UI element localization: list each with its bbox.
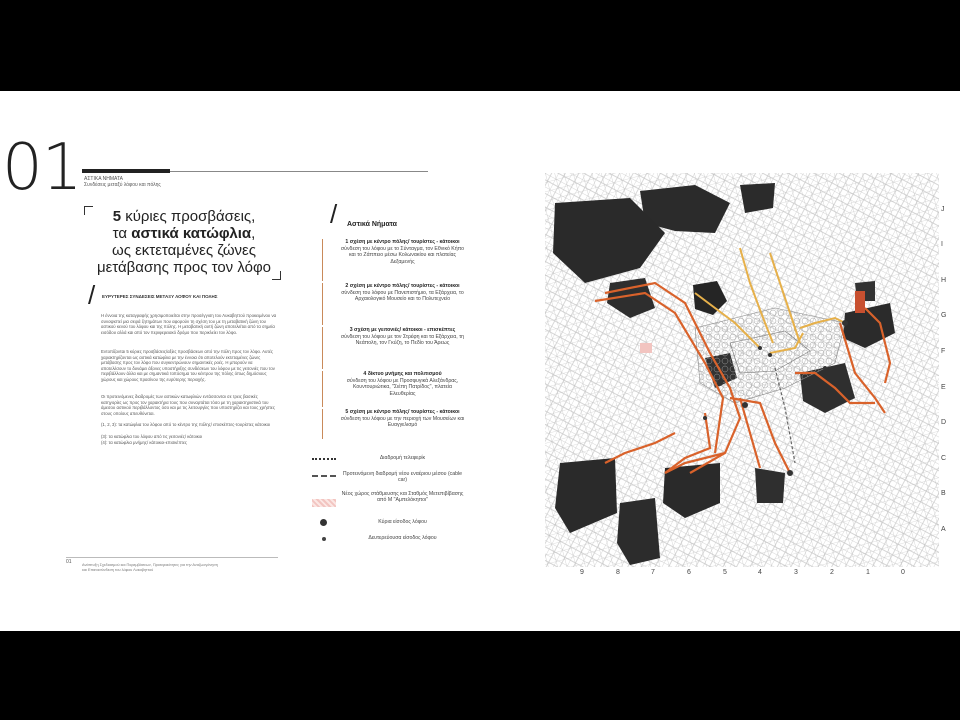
legend-item-2-title: 2 σχέση με κέντρο πόλης/ τουρίστες - κάτοικοι: [345, 283, 460, 289]
footer-page: 01: [66, 559, 72, 565]
subheading: ΕΥΡΥΤΕΡΕΣ ΣΥΝΔΕΣΕΙΣ ΜΕΤΑΞΥ ΛΟΦΟΥ ΚΑΙ ΠΟΛΗΣ: [102, 294, 218, 299]
paragraph-5: (3): τα κατώφλια του λόφου από τις γειτονιές/ κάτοικοι: [101, 434, 203, 439]
section-label-subtitle: Συνδέσεις μεταξύ λόφου και πόλης: [84, 182, 161, 188]
grid-row-label: D: [941, 419, 947, 426]
legend-line-2: [322, 283, 323, 325]
legend-item-1-text: σύνδεση του λόφου με το Σύνταγμα, τον Εθνικό Κήπο και το Ζάππειο μέσω Κολωνακίου και πλατείας Δεξαμενής: [340, 245, 465, 265]
grid-col-label: 0: [901, 569, 905, 576]
grid-col-label: 5: [723, 569, 727, 576]
legend-item-3-text: σύνδεση του λόφου με τον Στρέφη και τα Εξάρχεια, τη Νεάπολη, τον Γκύζη, το Πεδίο του Άρεως: [340, 333, 465, 347]
key-parking: [312, 499, 336, 507]
heading-line2-bold: αστικά κατώφλια: [131, 225, 252, 242]
paragraph-2: Εντοπίζονται 5 κύριες προσβάσεις/αξίες προσβάσεων από την πόλη προς τον λόφο. Αυτές χαρακτηρίζονται ως αστικά κατώφλια με την έννοια ότι αποτελούν εκτεταμένες ζώνες μετάβασης προς τον λόφο που συγκεντρώνουν σημαντικές ροές. Η μπορούν να αποτελέσουν το δυνάμει άξονες υποστήριξης συνδέσεων του λόφου με τις γειτονιές που τον περιβάλλουν άλλα και με σημαντικά τοπόσημα του κέντρου της πόλης όπως δημόσιους χώρους και χώρους πρασίνου της ευρύτερης περιοχής.: [101, 349, 275, 382]
legend-item-4: [340, 371, 465, 397]
paragraph-1: Η έννοια της καταγραφής χρησιμοποιείται στην προσέγγιση του Λυκαβηττού προκειμένου να συνοψιστεί μια σειρά ζητημάτων που αφορούν τη σχέση του με τη μεταβατική ζώνη του αστικού κενού του λόφου και της πόλης. Η μεταβατική αυτή ζώνη αποτελείται από τα σημεία εισόδου αλλά και από τον περιφερειακό δρόμο που περικλείει τον λόφο.: [101, 313, 277, 335]
grid-row-label: J: [941, 206, 945, 213]
section-label: [84, 176, 161, 188]
grid-col-label: 7: [651, 569, 655, 576]
grid-row-label: F: [941, 348, 946, 355]
grid-row-label: A: [941, 526, 946, 533]
key-cable-route-label: Διαδρομή τελεφερίκ: [379, 455, 426, 461]
footer-caption: Ανάπτυξη Σχεδιασμού και Παρεμβάσεων, Προτεραιότητες για την Αναζωογόνηση και Επανασύνδεση του λόφου Λυκαβηττού: [82, 563, 218, 572]
legend-item-4-text: σύνδεση του λόφου με Προσφυγικά Αλεξάνδρας, Κουντουριώτικα, "Σιέπη Πατρίδος", πλατεία Ελευθερίας: [346, 377, 459, 397]
legend-slash: /: [330, 199, 338, 229]
paragraph-6: (4): τα κατώφλια μνήμης/ κάτοικοι-επισκέπτες: [101, 440, 187, 445]
section-label-title: ΑΣΤΙΚΑ ΝΗΜΑΤΑ: [84, 176, 124, 182]
grid-col-label: 4: [758, 569, 762, 576]
legend-line-3: [322, 327, 323, 369]
key-cable-car-label: Προτεινόμενη διαδρομή νέου εναέριου μέσου (cable car): [342, 471, 463, 484]
grid-col-label: 6: [687, 569, 691, 576]
key-main-entrance-label: Κύρια είσοδος λόφου: [378, 519, 427, 525]
paragraph-4: (1, 2, 3): τα κατώφλια του λόφου από το κέντρο της πόλης/ επισκέπτες-τουρίστες κάτοικοι: [101, 422, 271, 427]
secondary-entrance-icon: [322, 537, 326, 541]
legend-item-1-title: 1 σχέση με κέντρο πόλης/ τουρίστες - κάτοικοι: [345, 239, 460, 245]
main-entrance-icon: [320, 519, 327, 526]
key-secondary-entrance-label: Δευτερεύουσα είσοδος λόφου: [368, 535, 437, 541]
grid-col-label: 8: [616, 569, 620, 576]
heading-line1: κύριες προσβάσεις,: [121, 208, 256, 225]
legend-item-2: [340, 283, 465, 303]
document-sheet: [0, 91, 960, 631]
legend-title: Αστικά Νήματα: [347, 221, 397, 228]
key-parking-label: Νέος χώρος στάθμευσης και Σταθμός Μετεπιβίβασης από M "Αμπελόκηποι": [341, 491, 464, 504]
paragraph-3: Οι προτεινόμενες διαδρομές των αστικών κατωφλιών εντάσσονται σε τρεις βασικές κατηγορίες ως προς τον χαρακτήρα τους που συναρτάται τόσο με τη χαρακτηριστικά του άμεσου αστικού περιβάλλοντος όσο και με τις λειτουργίες που υποστηρίζει και τους χρήστες στους οποίους απευθύνεται.: [101, 394, 275, 416]
grid-row-label: G: [941, 312, 947, 319]
map-svg: [545, 173, 939, 567]
heading-line2-post: ,: [251, 225, 256, 242]
main-heading: [84, 208, 284, 276]
key-cable-route: [312, 458, 336, 460]
header-rule: [170, 171, 428, 172]
grid-col-label: 1: [866, 569, 870, 576]
key-cable-car: [312, 475, 336, 477]
grid-col-label: 9: [580, 569, 584, 576]
grid-row-label: E: [941, 384, 946, 391]
parking-area: [640, 343, 652, 353]
grid-row-label: B: [941, 490, 946, 497]
grid-row-label: I: [941, 241, 943, 248]
slash-mark: /: [88, 280, 96, 310]
legend-item-2-text: σύνδεση του λόφου με Πανεπιστήμιο, τα Εξάρχεια, το Αρχαιολογικό Μουσείο και το Πολυτεχνείο: [341, 289, 464, 303]
footer-rule: [66, 557, 278, 558]
legend-line-4: [322, 371, 323, 407]
heading-number: 5: [112, 208, 122, 225]
legend-item-5: [340, 409, 465, 429]
legend-item-4-title: 4 δίκτυο μνήμης και πολιτισμού: [363, 371, 442, 377]
legend-item-3: [340, 327, 465, 347]
heading-line3: ως εκτεταμένες ζώνες: [112, 242, 256, 259]
legend-item-1: [340, 239, 465, 265]
map-figure: [545, 173, 939, 567]
heading-line2-pre: τα: [112, 225, 132, 242]
page-number: 01: [2, 131, 82, 205]
grid-row-label: H: [941, 277, 947, 284]
legend-line-1: [322, 239, 323, 281]
grid-col-label: 3: [794, 569, 798, 576]
grid-row-label: C: [941, 455, 947, 462]
legend-item-5-text: σύνδεση του λόφου με την περιοχή των Μουσείων και Ευαγγελισμό: [340, 415, 465, 429]
header-bar: [82, 169, 170, 173]
legend-line-5: [322, 409, 323, 439]
legend-item-3-title: 3 σχέση με γειτονιές/ κάτοικοι - επισκέπτες: [349, 327, 456, 333]
heading-line4: μετάβασης προς τον λόφο: [96, 259, 272, 276]
legend-item-5-title: 5 σχέση με κέντρο πόλης/ τουρίστες - κάτοικοι: [345, 409, 460, 415]
grid-col-label: 2: [830, 569, 834, 576]
